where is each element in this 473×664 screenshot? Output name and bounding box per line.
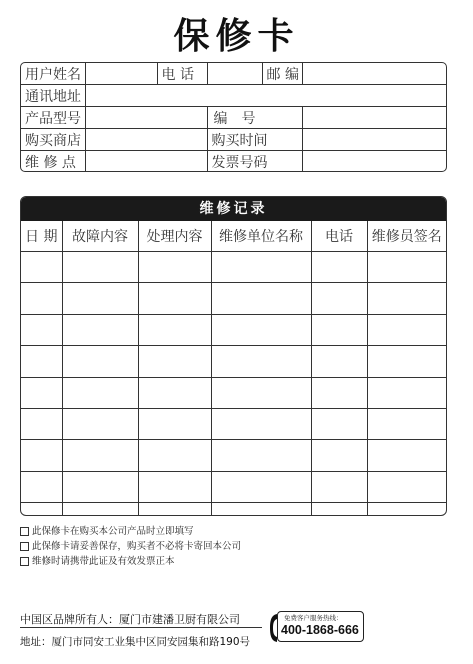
record-cell[interactable] xyxy=(211,440,311,471)
record-row xyxy=(21,346,446,377)
record-row xyxy=(21,440,446,471)
record-cell[interactable] xyxy=(211,314,311,345)
address-field[interactable] xyxy=(85,85,447,107)
record-row xyxy=(21,408,446,439)
brand-owner: 中国区品牌所有人：厦门市建潘卫厨有限公司 xyxy=(20,613,240,626)
note-item xyxy=(20,554,241,569)
store-field[interactable] xyxy=(85,129,207,151)
note-text: 此保修卡请妥善保存，购买者不必将卡寄回本公司 xyxy=(32,541,242,552)
postcode-field[interactable] xyxy=(302,63,447,85)
col-date: 日 期 xyxy=(21,221,62,252)
hotline-label: 免费客户服务热线： xyxy=(284,614,343,622)
record-row xyxy=(21,471,446,502)
record-cell[interactable] xyxy=(311,440,367,471)
record-row xyxy=(21,377,446,408)
record-cell[interactable] xyxy=(311,503,367,516)
serial-label: 编 号 xyxy=(207,107,302,129)
record-cell[interactable] xyxy=(21,314,62,345)
company-address: 地址：厦门市同安工业集中区同安园集和路190号 xyxy=(20,636,251,648)
serial-field[interactable] xyxy=(302,107,447,129)
record-cell[interactable] xyxy=(211,346,311,377)
record-row xyxy=(21,283,446,314)
checkbox-icon xyxy=(20,527,29,536)
record-cell[interactable] xyxy=(311,377,367,408)
notes xyxy=(20,524,241,569)
record-row xyxy=(21,503,446,516)
record-cell[interactable] xyxy=(311,408,367,439)
record-cell[interactable] xyxy=(367,440,446,471)
checkbox-icon xyxy=(20,557,29,566)
col-fault: 故障内容 xyxy=(62,221,138,252)
record-cell[interactable] xyxy=(62,283,138,314)
repair-point-field[interactable] xyxy=(85,151,207,173)
record-cell[interactable] xyxy=(62,346,138,377)
record-cell[interactable] xyxy=(62,408,138,439)
phone-field[interactable] xyxy=(207,63,262,85)
hotline-number[interactable]: 400-1868-666 xyxy=(281,623,359,637)
record-cell[interactable] xyxy=(211,283,311,314)
record-cell[interactable] xyxy=(367,252,446,283)
repair-records-table xyxy=(20,196,447,516)
record-cell[interactable] xyxy=(311,314,367,345)
record-cell[interactable] xyxy=(21,346,62,377)
checkbox-icon xyxy=(20,542,29,551)
card-title: 保修卡 xyxy=(173,16,300,57)
record-row xyxy=(21,252,446,283)
record-cell[interactable] xyxy=(21,440,62,471)
col-phone: 电话 xyxy=(311,221,367,252)
record-cell[interactable] xyxy=(138,503,211,516)
invoice-no-field[interactable] xyxy=(302,151,447,173)
record-cell[interactable] xyxy=(21,377,62,408)
records-heading: 维修记录 xyxy=(21,197,446,221)
repair-point-label: 维 修 点 xyxy=(21,151,85,173)
record-cell[interactable] xyxy=(138,283,211,314)
record-cell[interactable] xyxy=(211,503,311,516)
record-cell[interactable] xyxy=(211,471,311,502)
col-handling: 处理内容 xyxy=(138,221,211,252)
record-cell[interactable] xyxy=(62,377,138,408)
footer-divider xyxy=(20,627,262,628)
record-cell[interactable] xyxy=(311,252,367,283)
record-cell[interactable] xyxy=(62,471,138,502)
invoice-no-label: 发票号码 xyxy=(207,151,302,173)
record-cell[interactable] xyxy=(21,503,62,516)
user-name-field[interactable] xyxy=(85,63,157,85)
record-cell[interactable] xyxy=(367,314,446,345)
record-cell[interactable] xyxy=(311,346,367,377)
col-signature: 维修员签名 xyxy=(367,221,446,252)
store-label: 购买商店 xyxy=(21,129,85,151)
record-cell[interactable] xyxy=(367,377,446,408)
record-cell[interactable] xyxy=(138,471,211,502)
record-cell[interactable] xyxy=(311,471,367,502)
hotline-box xyxy=(268,611,365,644)
record-cell[interactable] xyxy=(211,252,311,283)
model-label: 产品型号 xyxy=(21,107,85,129)
note-text: 维修时请携带此证及有效发票正本 xyxy=(32,556,175,567)
purchase-time-label: 购买时间 xyxy=(207,129,302,151)
record-cell[interactable] xyxy=(367,408,446,439)
record-cell[interactable] xyxy=(138,314,211,345)
phone-label: 电 话 xyxy=(157,63,207,85)
record-cell[interactable] xyxy=(367,283,446,314)
user-name-label: 用户姓名 xyxy=(21,63,85,85)
customer-info-table xyxy=(20,62,447,172)
record-cell[interactable] xyxy=(138,440,211,471)
record-cell[interactable] xyxy=(138,377,211,408)
record-cell[interactable] xyxy=(62,503,138,516)
record-cell[interactable] xyxy=(21,408,62,439)
record-row xyxy=(21,314,446,345)
record-cell[interactable] xyxy=(62,440,138,471)
record-cell[interactable] xyxy=(211,377,311,408)
record-cell[interactable] xyxy=(367,471,446,502)
record-cell[interactable] xyxy=(211,408,311,439)
col-repair-unit: 维修单位名称 xyxy=(211,221,311,252)
record-cell[interactable] xyxy=(138,346,211,377)
purchase-time-field[interactable] xyxy=(302,129,447,151)
record-cell[interactable] xyxy=(311,283,367,314)
record-cell[interactable] xyxy=(62,252,138,283)
record-cell[interactable] xyxy=(62,314,138,345)
note-item xyxy=(20,524,241,539)
record-cell[interactable] xyxy=(21,471,62,502)
record-cell[interactable] xyxy=(138,252,211,283)
model-field[interactable] xyxy=(85,107,207,129)
record-cell[interactable] xyxy=(367,503,446,516)
record-cell[interactable] xyxy=(138,408,211,439)
record-cell[interactable] xyxy=(21,283,62,314)
record-cell[interactable] xyxy=(21,252,62,283)
postcode-label: 邮 编 xyxy=(262,63,302,85)
note-text: 此保修卡在购买本公司产品时立即填写 xyxy=(32,526,194,537)
address-label: 通讯地址 xyxy=(21,85,85,107)
note-item xyxy=(20,539,241,554)
record-cell[interactable] xyxy=(367,346,446,377)
